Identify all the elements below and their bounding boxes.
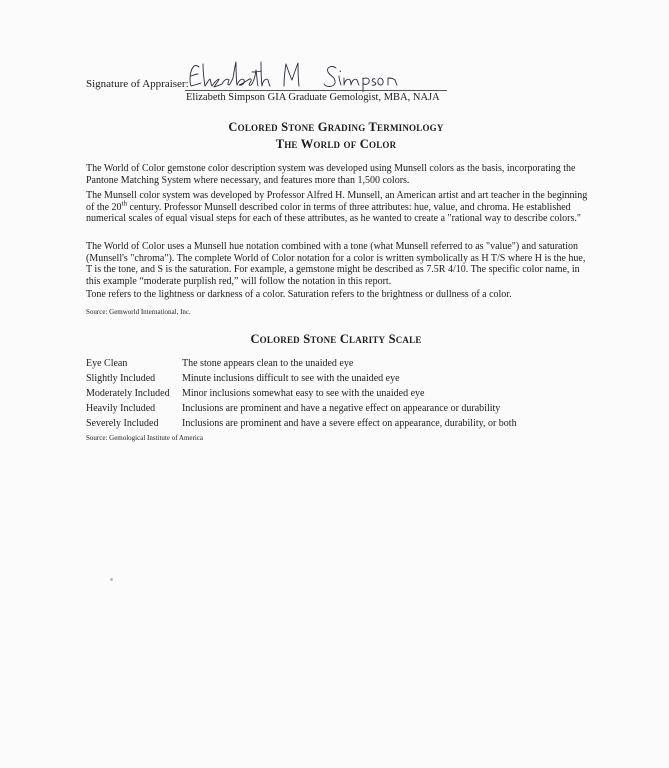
signature-line: [185, 90, 447, 91]
paper-speck: [110, 578, 113, 581]
clarity-row: [86, 401, 586, 416]
paragraph-munsell-text-cont: century. Professor Munsell described color in terms of three attributes: hue, value, and chroma. He established numerical scales of equal visual steps for each of these attributes, as he wanted to create a "rational way to describe colors.": [86, 201, 581, 225]
paragraph-munsell-system: [86, 190, 592, 225]
clarity-grade: Slightly Included: [86, 373, 156, 384]
signature-label: Signature of Appraiser:: [86, 78, 189, 90]
clarity-description: Inclusions are prominent and have a negative effect on appearance or durability: [182, 403, 501, 414]
clarity-row: [86, 356, 586, 371]
clarity-description: Minute inclusions difficult to see with the unaided eye: [182, 373, 400, 384]
paragraph-notation: The World of Color uses a Munsell hue notation combined with a tone (what Munsell referred to as "value") and saturation (Munsell's "chroma"). The complete World of Color notation for a color is written symbolically as H T/S where H is the hue, T is the tone, and S is the saturation. For example, a gemstone might be described as 7.5R 4/10. The specific color name, in this example “moderate purplish red,” will follow the notation in this report.: [86, 241, 586, 287]
clarity-description: Minor inclusions somewhat easy to see with the unaided eye: [182, 388, 425, 399]
world-of-color-subtitle: The World of Color: [275, 137, 397, 151]
clarity-row: [86, 371, 586, 386]
paragraph-world-of-color: The World of Color gemstone color description system was developed using Munsell colors as the basis, incorporating the Pantone Matching System where necessary, and features more than 1,500 colors.: [86, 163, 576, 186]
clarity-grade: Eye Clean: [86, 358, 128, 369]
clarity-description: Inclusions are prominent and have a severe effect on appearance, durability, or both: [182, 418, 517, 429]
clarity-description: The stone appears clean to the unaided eye: [182, 358, 354, 369]
appraiser-name: Elizabeth Simpson GIA Graduate Gemologist, MBA, NAJA: [186, 92, 440, 103]
clarity-grade: Severely Included: [86, 418, 159, 429]
paragraph-munsell-text: The Munsell color system was developed by Professor Alfred H. Munsell, an American artist and art teacher in the beginning of the 20: [86, 190, 588, 213]
source-gia: Source: Gemological Institute of America: [86, 434, 204, 442]
clarity-scale-title: Colored Stone Clarity Scale: [250, 332, 422, 346]
handwritten-signature: [186, 58, 446, 92]
clarity-grade: Heavily Included: [86, 403, 156, 414]
ordinal-suffix: th: [121, 199, 127, 208]
clarity-grade: Moderately Included: [86, 388, 170, 399]
signature-block: [86, 58, 466, 108]
paragraph-tone-saturation: Tone refers to the lightness or darkness of a color. Saturation refers to the brightness or dullness of a color.: [86, 289, 512, 300]
clarity-row: [86, 416, 586, 431]
source-gemworld: Source: Gemworld International, Inc.: [86, 308, 191, 316]
terminology-title: Colored Stone Grading Terminology: [228, 120, 444, 134]
clarity-scale-table: [86, 356, 586, 431]
clarity-row: [86, 386, 586, 401]
